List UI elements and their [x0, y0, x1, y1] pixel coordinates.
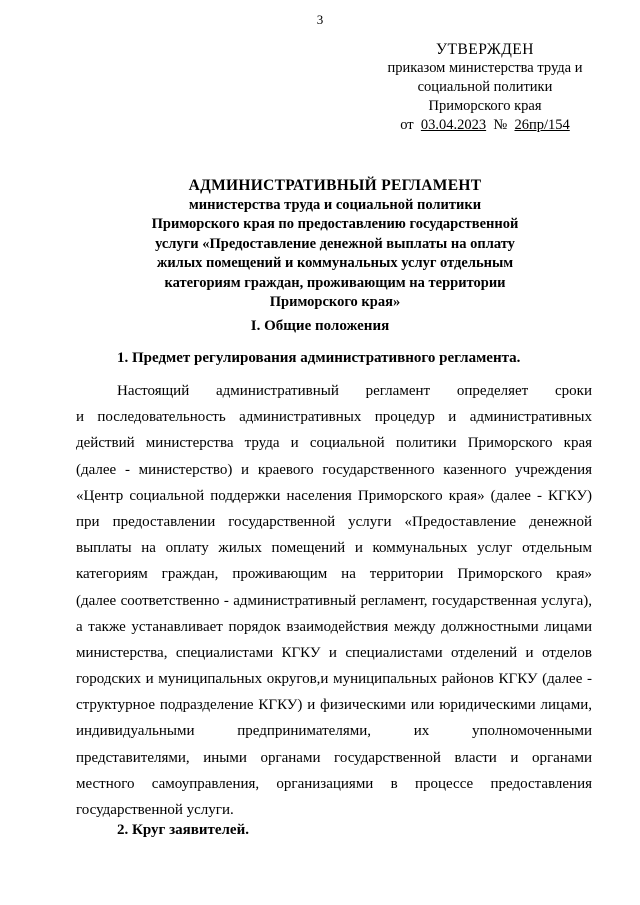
paragraph-line: при предоставлении государственной услуги «Предоставление денежной: [76, 513, 592, 530]
paragraph: [76, 378, 592, 823]
title-line: Приморского края»: [269, 294, 401, 310]
number-sign: №: [493, 117, 508, 133]
subsection-heading-1: 1. Предмет регулирования административного регламента.: [117, 350, 521, 366]
title-line: министерства труда и социальной политики: [188, 196, 482, 213]
approval-line-2: социальной политики: [417, 79, 553, 95]
paragraph-line: государственной услуги.: [76, 802, 234, 818]
paragraph-line: категориям граждан, проживающим на территории Приморского края»: [76, 566, 592, 583]
title-line: Приморского края по предоставлению государственной: [151, 216, 519, 232]
paragraph-line: и последовательность административных процедур и административных: [76, 409, 592, 426]
paragraph-line: представителями, иными органами государственной власти и органами: [76, 749, 592, 766]
subsection-heading-2: 2. Круг заявителей.: [117, 822, 249, 838]
approval-number: 26пр/154: [514, 117, 570, 133]
approval-line-1: приказом министерства труда и: [387, 60, 583, 76]
page-number: 3: [316, 12, 324, 27]
paragraph-line: (далее - министерство) и краевого государственного казенного учреждения: [76, 461, 592, 478]
paragraph-line: выплаты на оплату жилых помещений и коммунальных услуг отдельным: [76, 540, 592, 557]
paragraph-line: «Центр социальной поддержки населения Приморского края» (далее - КГКУ): [76, 487, 592, 504]
section-heading: I. Общие положения: [250, 318, 390, 334]
approval-date: 03.04.2023: [420, 117, 487, 133]
paragraph-line: действий министерства труда и социальной политики Приморского края: [76, 435, 592, 452]
paragraph-line: Настоящий административный регламент определяет сроки: [117, 383, 592, 399]
title-line: услуги «Предоставление денежной выплаты на оплату: [155, 235, 515, 252]
paragraph-line: структурное подразделение КГКУ) и физическими или юридическими лицами,: [76, 697, 592, 714]
approval-date-line: [360, 116, 610, 135]
paragraph-line: а также устанавливает порядок взаимодействия между должностными лицами: [76, 618, 592, 635]
paragraph-line: местного самоуправления, организациями в процессе предоставления: [76, 775, 592, 792]
approval-stamp: [360, 40, 610, 135]
title-line: жилых помещений и коммунальных услуг отдельным: [156, 255, 514, 271]
approval-line-3: Приморского края: [428, 98, 542, 114]
title-main: АДМИНИСТРАТИВНЫЙ РЕГЛАМЕНТ: [188, 177, 482, 194]
paragraph-line: индивидуальными предпринимателями, их уполномоченными: [76, 723, 592, 740]
approval-heading: УТВЕРЖДЕН: [436, 41, 534, 58]
date-prefix: от: [400, 117, 414, 133]
paragraph-line: городских и муниципальных округов,и муниципальных районов КГКУ (далее -: [76, 671, 592, 688]
document-title: [100, 176, 570, 313]
title-line: категориям граждан, проживающим на территории: [164, 274, 506, 291]
paragraph-line: (далее соответственно - административный регламент, государственная услуга),: [76, 592, 592, 609]
paragraph-line: министерства, специалистами КГКУ и специалистами отделений и отделов: [76, 644, 592, 661]
